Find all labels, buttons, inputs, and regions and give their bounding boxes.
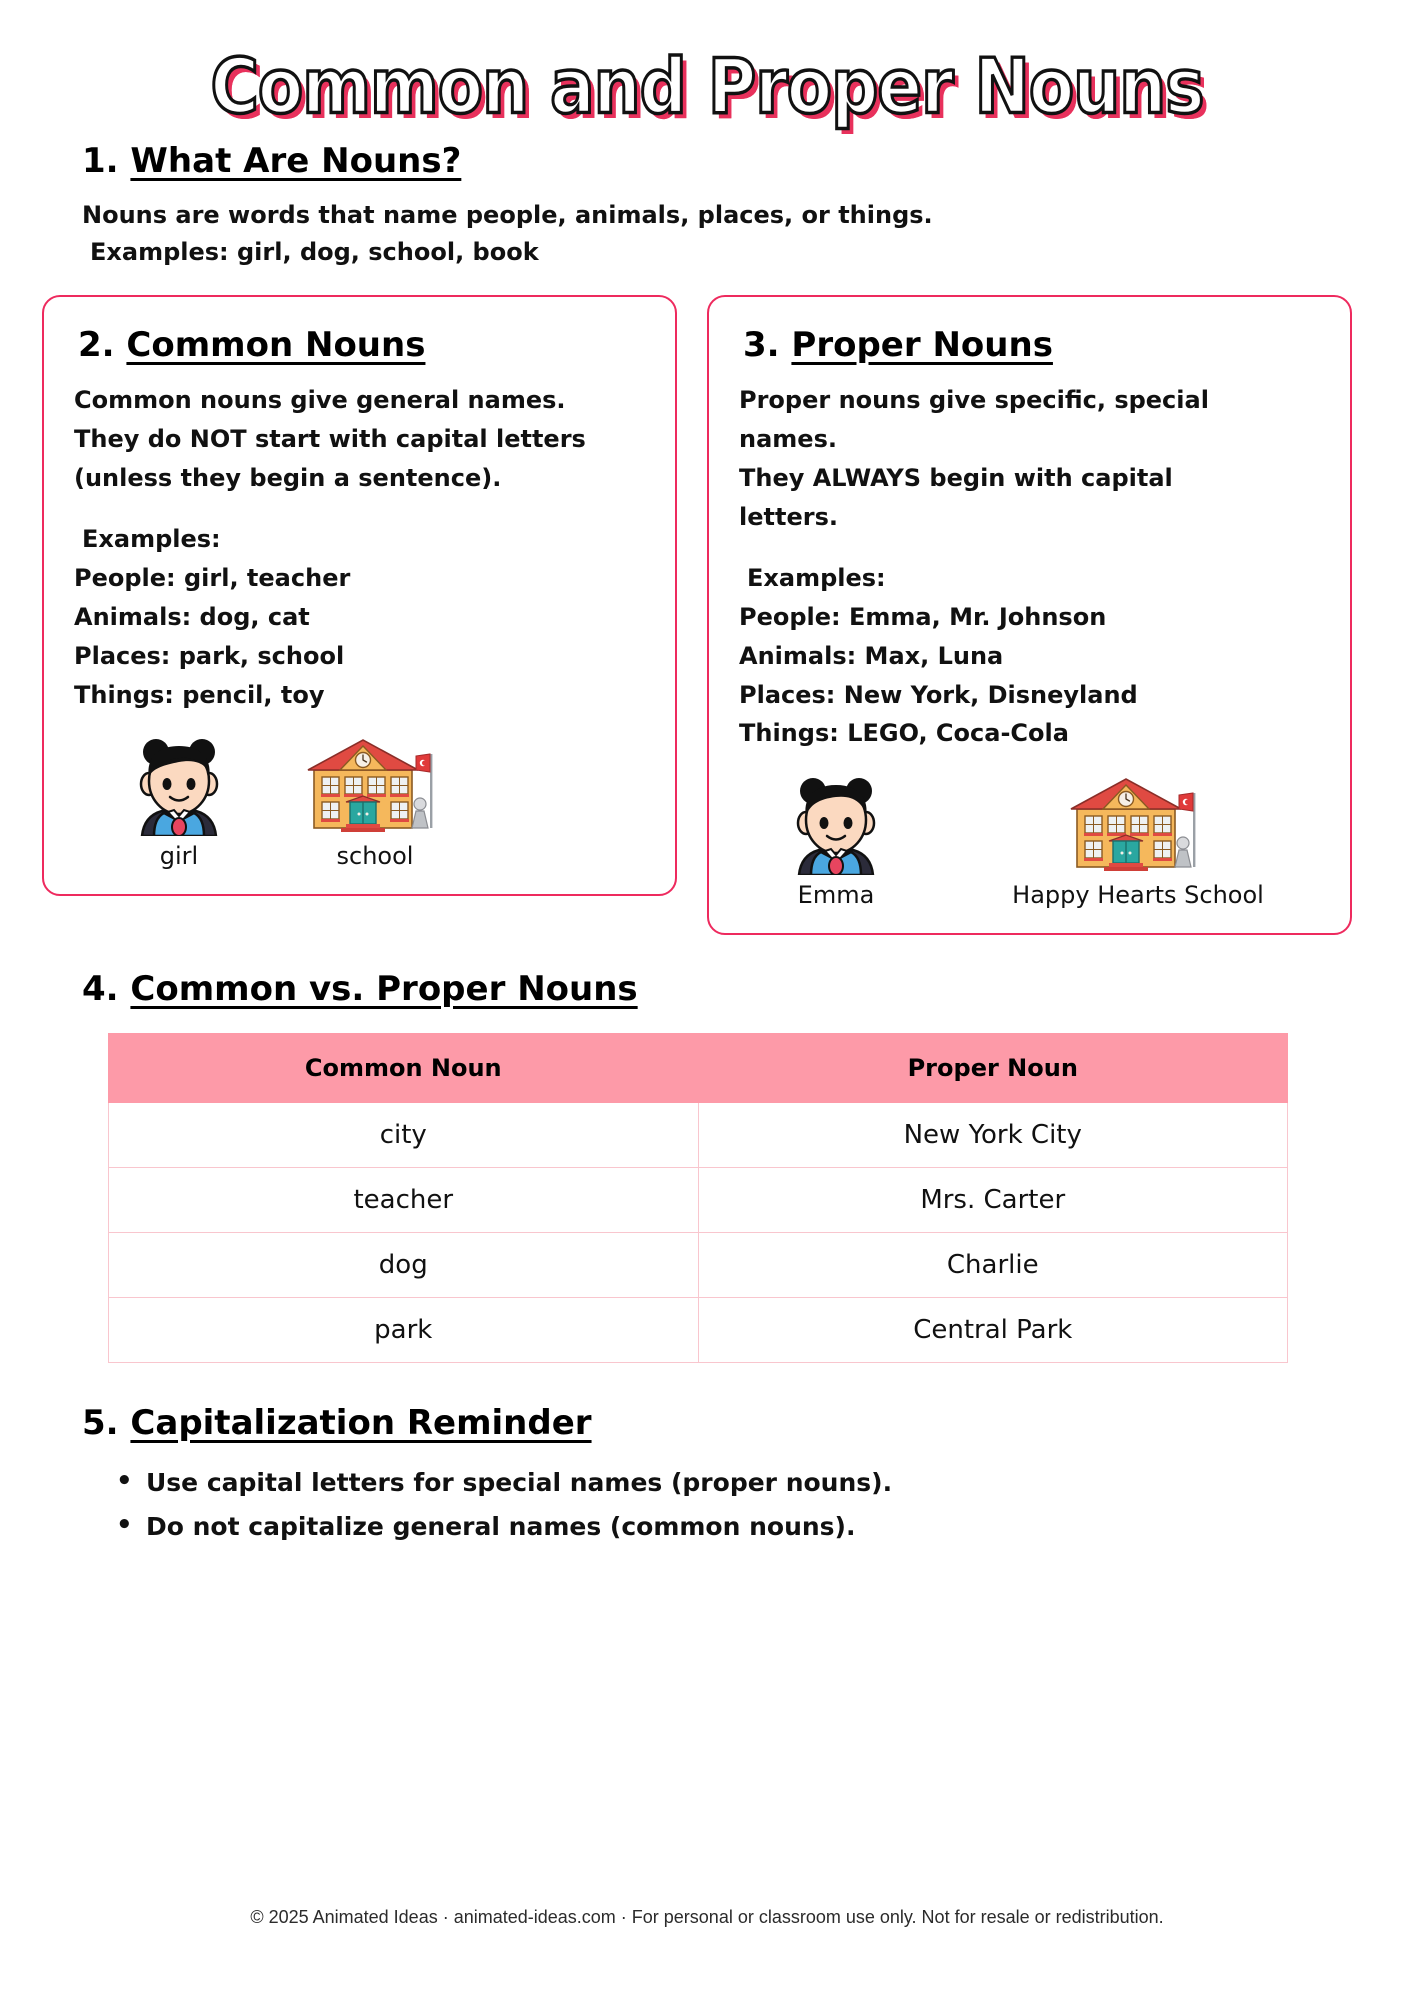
cell-proper-noun: Charlie bbox=[698, 1233, 1288, 1298]
section3-number: 3. bbox=[743, 325, 780, 366]
section3-example-things: Things: LEGO, Coca-Cola bbox=[739, 719, 1069, 748]
school-building-icon bbox=[983, 771, 1293, 875]
section5-number: 5. bbox=[82, 1403, 119, 1444]
section5-heading bbox=[82, 1403, 1414, 1443]
section-capitalization-reminder bbox=[0, 1363, 1414, 1549]
illustration-girl bbox=[104, 732, 254, 870]
table-row bbox=[109, 1103, 1288, 1168]
section3-line1: Proper nouns give specific, special bbox=[739, 386, 1209, 415]
list-item: • Use capital letters for special names (proper nouns). bbox=[112, 1461, 1414, 1505]
section2-example-things: Things: pencil, toy bbox=[74, 680, 325, 709]
page-title-container bbox=[0, 0, 1414, 135]
cell-common-noun: dog bbox=[109, 1233, 699, 1298]
section1-title: What Are Nouns? bbox=[130, 141, 462, 181]
section3-heading bbox=[743, 325, 1320, 365]
illustration-school-caption: school bbox=[336, 842, 414, 871]
illustration-emma-caption: Emma bbox=[797, 881, 875, 910]
table-header-row bbox=[109, 1034, 1288, 1103]
section2-example-places: Places: park, school bbox=[74, 641, 345, 670]
section2-line3: (unless they begin a sentence). bbox=[74, 464, 502, 493]
section3-example-places: Places: New York, Disneyland bbox=[739, 680, 1138, 709]
section3-example-animals: Animals: Max, Luna bbox=[739, 641, 1004, 670]
table-row bbox=[109, 1233, 1288, 1298]
illustration-emma bbox=[761, 771, 911, 909]
section2-examples-label: Examples: bbox=[82, 525, 221, 553]
cell-proper-noun: New York City bbox=[698, 1103, 1288, 1168]
illustration-girl-caption: girl bbox=[159, 842, 199, 871]
cell-common-noun: park bbox=[109, 1298, 699, 1363]
girl-avatar-icon bbox=[761, 771, 911, 875]
section1-number: 1. bbox=[82, 141, 119, 181]
illustration-happy-hearts-school-caption: Happy Hearts School bbox=[1012, 881, 1264, 910]
table-row bbox=[109, 1298, 1288, 1363]
card-common-nouns bbox=[42, 295, 677, 896]
section3-line3: They ALWAYS begin with capital bbox=[739, 464, 1173, 493]
school-building-icon bbox=[300, 732, 450, 836]
column-header-common-noun: Common Noun bbox=[109, 1034, 699, 1103]
page-title: Common and Proper Nouns bbox=[210, 42, 1204, 131]
card-proper-nouns bbox=[707, 295, 1352, 935]
section1-line1: Nouns are words that name people, animals, places, or things. bbox=[82, 201, 933, 229]
spacer bbox=[74, 498, 645, 520]
section3-line2: names. bbox=[739, 425, 837, 454]
girl-avatar-icon bbox=[104, 732, 254, 836]
cell-common-noun: teacher bbox=[109, 1168, 699, 1233]
list-item: • Do not capitalize general names (common nouns). bbox=[112, 1505, 1414, 1549]
section4-title: Common vs. Proper Nouns bbox=[130, 969, 638, 1010]
noun-type-cards bbox=[0, 271, 1414, 935]
cell-proper-noun: Mrs. Carter bbox=[698, 1168, 1288, 1233]
comparison-table bbox=[108, 1033, 1288, 1363]
section2-title: Common Nouns bbox=[126, 325, 426, 366]
spacer bbox=[739, 537, 1320, 559]
section2-heading bbox=[78, 325, 645, 365]
illustration-happy-hearts-school bbox=[983, 771, 1293, 909]
section3-title: Proper Nouns bbox=[791, 325, 1053, 366]
section3-illustrations bbox=[739, 771, 1320, 909]
cell-proper-noun: Central Park bbox=[698, 1298, 1288, 1363]
section2-number: 2. bbox=[78, 325, 115, 366]
table-row bbox=[109, 1168, 1288, 1233]
section3-example-people: People: Emma, Mr. Johnson bbox=[739, 602, 1107, 631]
section4-number: 4. bbox=[82, 969, 119, 1010]
section2-line2: They do NOT start with capital letters bbox=[74, 425, 586, 454]
footer-copyright: © 2025 Animated Ideas · animated-ideas.com · For personal or classroom use only. Not for resale or redistribution. bbox=[250, 1907, 1164, 1927]
section1-heading bbox=[82, 141, 1414, 181]
section2-example-animals: Animals: dog, cat bbox=[74, 602, 310, 631]
column-header-proper-noun: Proper Noun bbox=[698, 1034, 1288, 1103]
section1-line2: Examples: girl, dog, school, book bbox=[90, 238, 539, 267]
section-comparison bbox=[0, 935, 1414, 1363]
section2-line1: Common nouns give general names. bbox=[74, 386, 566, 415]
section-what-are-nouns bbox=[0, 135, 1414, 271]
section3-examples-label: Examples: bbox=[747, 563, 886, 592]
section2-illustrations bbox=[74, 732, 645, 870]
cell-common-noun: city bbox=[109, 1103, 699, 1168]
reminder-list bbox=[82, 1461, 1414, 1549]
section4-heading bbox=[82, 969, 1414, 1009]
illustration-school bbox=[300, 732, 450, 870]
section5-title: Capitalization Reminder bbox=[130, 1403, 592, 1444]
section2-example-people: People: girl, teacher bbox=[74, 563, 351, 592]
section3-line4: letters. bbox=[739, 503, 838, 531]
